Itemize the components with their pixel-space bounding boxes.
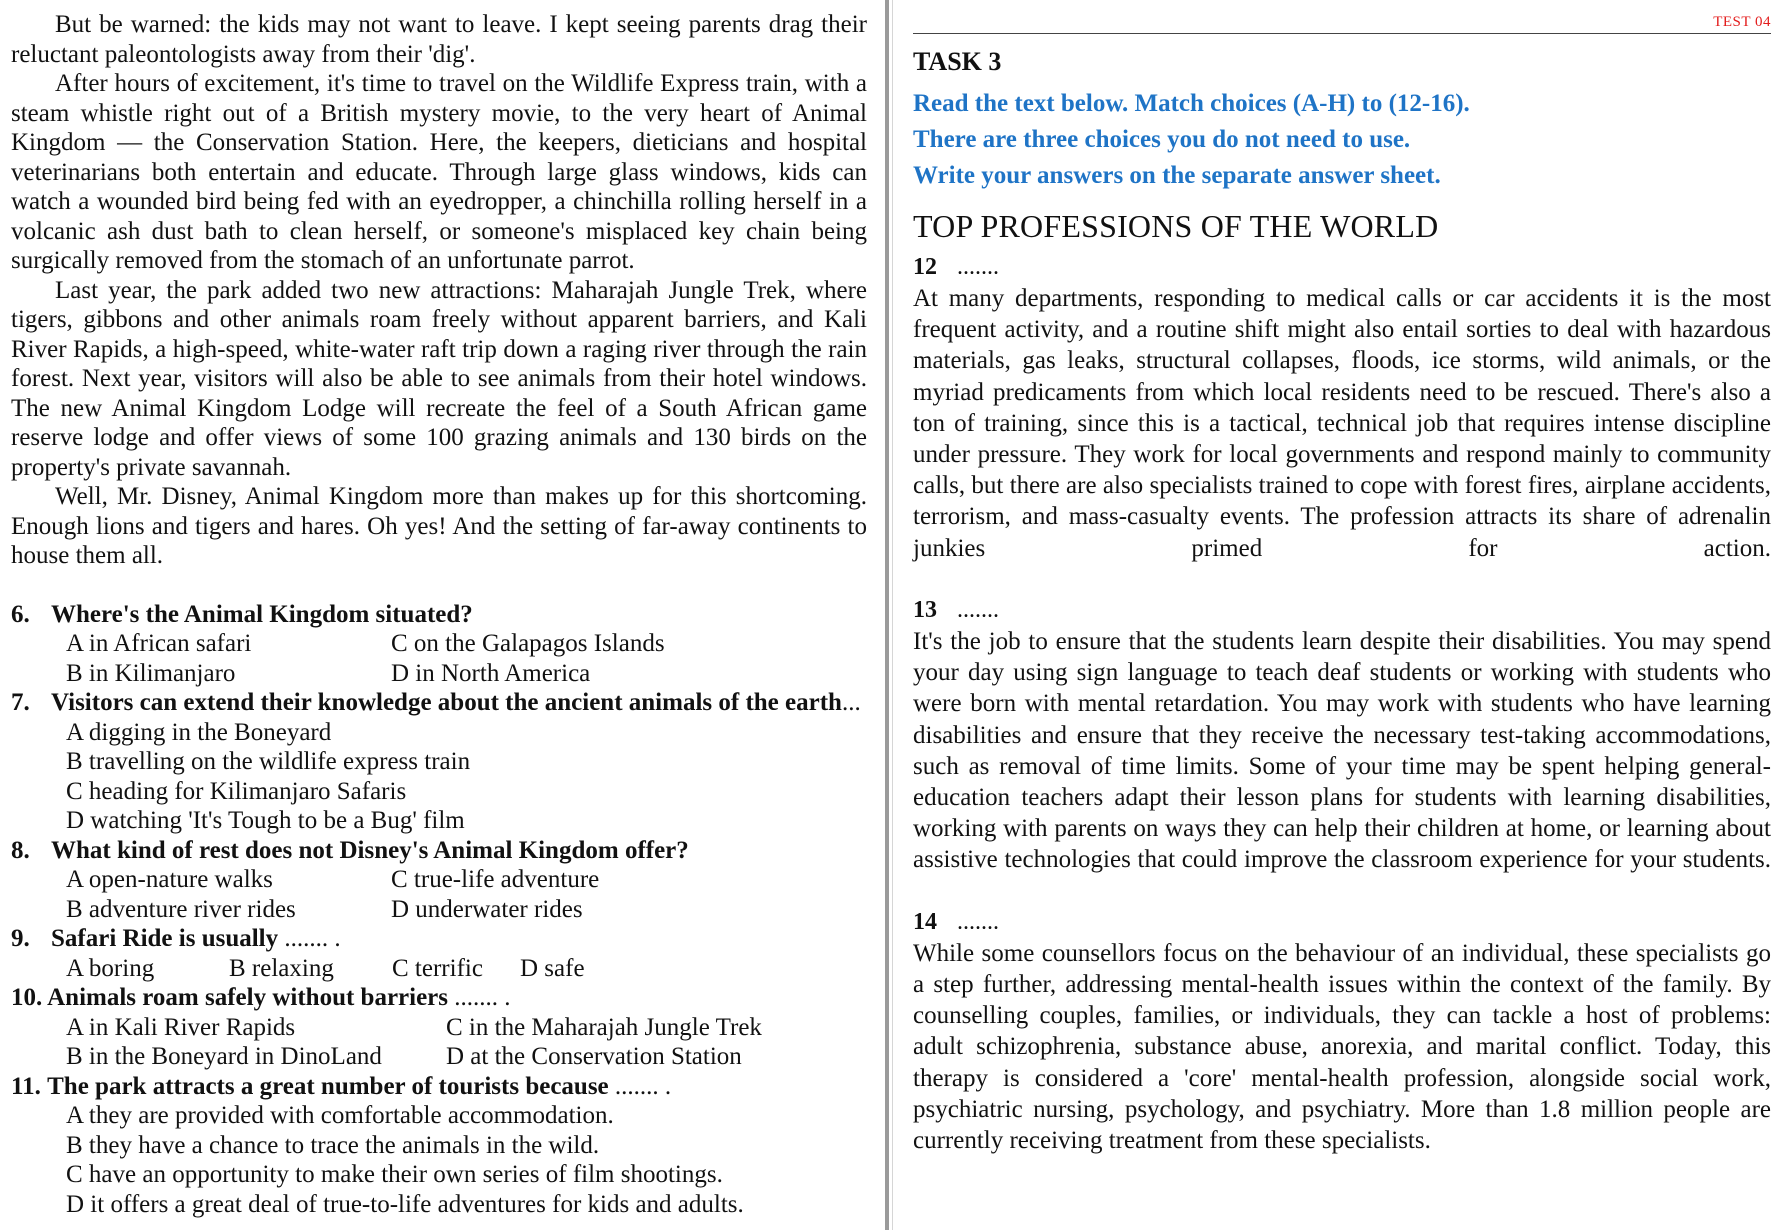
question-number: 8. xyxy=(11,836,30,864)
option-a[interactable]: A boring xyxy=(66,954,155,982)
option-b[interactable]: B they have a chance to trace the animals in the wild. xyxy=(66,1131,600,1159)
task-title: TASK 3 xyxy=(913,47,1002,76)
question-blank: ....... . xyxy=(608,1072,672,1100)
instruction-line-3: Write your answers on the separate answer sheet. xyxy=(913,162,1441,189)
option-c[interactable]: C in the Maharajah Jungle Trek xyxy=(446,1013,762,1041)
task-instructions xyxy=(913,86,1771,194)
page-gutter-divider xyxy=(885,0,889,1230)
instruction-line-2: There are three choices you do not need to use. xyxy=(913,126,1411,153)
question-number: 9. xyxy=(11,925,30,952)
question-text: Visitors can extend their knowledge about the ancient animals of the earth xyxy=(51,689,842,716)
instruction-line-1: Read the text below. Match choices (A-H) to (12-16). xyxy=(913,90,1470,117)
header-rule xyxy=(913,33,1771,34)
left-page xyxy=(11,0,867,1219)
reading-paragraph-4: Well, Mr. Disney, Animal Kingdom more than makes up for this shortcoming. Enough lions and tigers and hares. Oh yes! And the setting of far-away continents to house them all. xyxy=(11,483,867,569)
question-11 xyxy=(11,1072,867,1220)
page-gutter-edge xyxy=(892,0,893,1230)
answer-options xyxy=(66,629,867,688)
option-c[interactable]: C heading for Kilimanjaro Safaris xyxy=(66,777,407,805)
section-12 xyxy=(913,252,1771,595)
option-b[interactable]: B in the Boneyard in DinoLand xyxy=(66,1043,382,1070)
answer-options xyxy=(66,865,867,924)
section-number: 12 xyxy=(913,254,937,280)
answer-blank[interactable]: ....... xyxy=(957,908,999,935)
question-10 xyxy=(11,983,867,1072)
test-number-tag: TEST 04 xyxy=(1713,14,1771,30)
question-blank: ... xyxy=(841,689,861,716)
question-number: 7. xyxy=(11,689,30,716)
option-c[interactable]: C true-life adventure xyxy=(391,866,600,893)
reading-paragraph-3: Last year, the park added two new attractions: Maharajah Jungle Trek, where tigers, gibbons and other animals roam freely without apparent barriers, and Kali River Rapids, a high-speed, white-water raft trip down a raging river through the rain forest. Next year, visitors will also be able to see animals from their hotel windows. The new Animal Kingdom Lodge will recreate the feel of a South African game reserve lodge and offer views of some 100 grazing animals and 130 birds on the property's private savannah. xyxy=(11,276,867,481)
question-6 xyxy=(11,600,867,689)
section-14 xyxy=(913,907,1771,1156)
option-c[interactable]: C terrific xyxy=(392,954,483,982)
question-text: . Animals roam safely without barriers xyxy=(36,984,449,1011)
option-b[interactable]: B relaxing xyxy=(229,954,334,982)
question-blank: ....... . xyxy=(278,925,341,952)
question-7 xyxy=(11,688,867,836)
option-b[interactable]: B adventure river rides xyxy=(66,895,296,923)
option-d[interactable]: D underwater rides xyxy=(391,895,583,923)
option-a[interactable]: A in Kali River Rapids xyxy=(66,1013,296,1041)
section-number: 13 xyxy=(913,597,937,624)
section-text: At many departments, responding to medical calls or car accidents it is the most frequent activity, and a routine shift might also entail sorties to deal with hazardous materials, gas leaks, structural collapses, floods, ice storms, wild animals, or the myriad predicaments from which local residents need to be rescued. There's also a ton of training, since this is a tactical, technical job that requires intense discipline under pressure. They work for local governments and respond mainly to community calls, but there are also specialists trained to cope with forest fires, airplane accidents, terrorism, and mass-casualty events. The profession attracts its share of adrenalin junkies primed for action. xyxy=(913,285,1771,562)
answer-options xyxy=(66,1013,867,1072)
answer-blank[interactable]: ....... xyxy=(957,597,999,624)
option-d[interactable]: D it offers a great deal of true-to-life adventures for kids and adults. xyxy=(66,1190,744,1218)
question-text: What kind of rest does not Disney's Animal Kingdom offer? xyxy=(51,836,689,864)
section-13 xyxy=(913,595,1771,907)
option-a[interactable]: A digging in the Boneyard xyxy=(66,718,332,746)
option-b[interactable]: B in Kilimanjaro xyxy=(66,659,236,687)
question-number: 11. xyxy=(11,1072,41,1100)
answer-options xyxy=(66,718,867,836)
option-d[interactable]: D in North America xyxy=(391,659,591,687)
article-body xyxy=(913,252,1771,1156)
option-c[interactable]: C have an opportunity to make their own series of film shootings. xyxy=(66,1161,723,1188)
question-text: Safari Ride is usually xyxy=(51,925,279,952)
answer-options xyxy=(66,954,867,984)
question-text: The park attracts a great number of tourists because xyxy=(47,1072,609,1100)
section-number: 14 xyxy=(913,908,937,935)
right-page xyxy=(913,0,1771,1230)
answer-blank[interactable]: ....... xyxy=(957,254,999,280)
question-number: 6. xyxy=(11,600,30,628)
question-list xyxy=(11,600,867,1220)
answer-options xyxy=(66,1101,867,1219)
reading-paragraph-1: But be warned: the kids may not want to leave. I kept seeing parents drag their reluctant paleontologists away from their 'dig'. xyxy=(11,11,867,68)
option-a[interactable]: A open-nature walks xyxy=(66,866,273,893)
section-text: While some counsellors focus on the behaviour of an individual, these specialists go a step further, addressing mental-health issues within the context of the family. By counselling couples, families, or individuals, they can tackle a host of problems: adult schizophrenia, substance abuse, anorexia, and marital conflict. Today, this therapy is considered a 'core' mental-health profession, alongside social work, psychiatric nursing, psychology, and psychiatry. More than 1.8 million people are currently receiving treatment from these specialists. xyxy=(913,939,1771,1155)
option-d[interactable]: D safe xyxy=(520,954,585,982)
reading-paragraph-2: After hours of excitement, it's time to travel on the Wildlife Express train, with a steam whistle right out of a British mystery movie, to the very heart of Animal Kingdom — the Conservation Station. Here, the keepers, dieticians and hospital veterinarians both entertain and educate. Through large glass windows, kids can watch a wounded bird being fed with an eyedropper, a chinchilla rolling herself in a volcanic ash dust bath to clean herself, or someone's misplaced key chain being surgically removed from the stomach of an unfortunate parrot. xyxy=(11,70,867,274)
option-d[interactable]: D at the Conservation Station xyxy=(446,1043,742,1070)
option-a[interactable]: A they are provided with comfortable accommodation. xyxy=(66,1102,614,1129)
option-d[interactable]: D watching 'It's Tough to be a Bug' film xyxy=(66,807,465,834)
question-9 xyxy=(11,924,867,983)
question-blank: ....... . xyxy=(448,984,511,1011)
option-c[interactable]: C on the Galapagos Islands xyxy=(391,630,665,657)
question-number: 10 xyxy=(11,984,36,1011)
question-text: Where's the Animal Kingdom situated? xyxy=(51,600,473,628)
article-title: TOP PROFESSIONS OF THE WORLD xyxy=(913,208,1439,244)
question-8 xyxy=(11,836,867,925)
option-b[interactable]: B travelling on the wildlife express train xyxy=(66,748,471,775)
section-text: It's the job to ensure that the students learn despite their disabilities. You may spend your day using sign language to teach deaf students or working with students who were born with mental retardation. You may work with students who have learning disabilities and ensure that they receive the necessary test-taking accommodations, such as removal of time limits. Some of your time may be spent helping general-education teachers adapt their lesson plans for students with learning disabilities, working with parents on ways they can help their children at home, or learning about assistive technologies that could improve the classroom experience for your students. xyxy=(913,628,1771,874)
option-a[interactable]: A in African safari xyxy=(66,630,252,657)
